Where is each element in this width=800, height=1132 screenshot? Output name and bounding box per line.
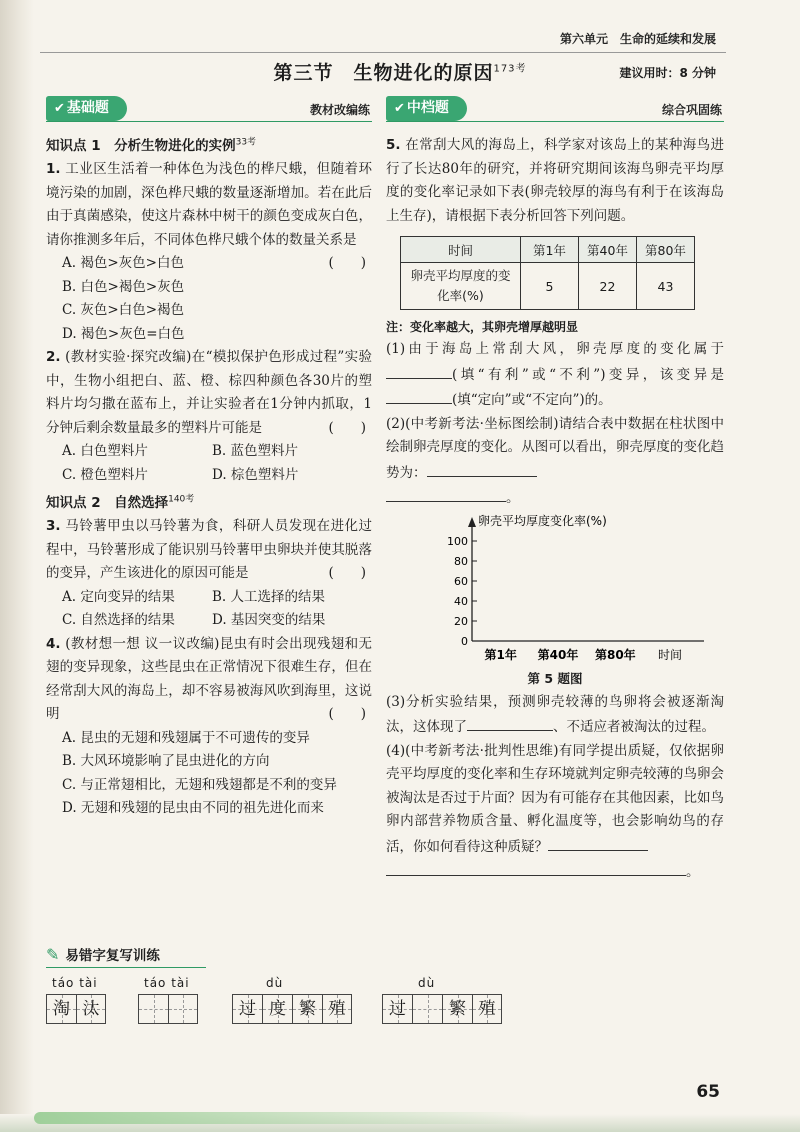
question-3-options-row-2 <box>46 609 372 633</box>
question-4-option-b: B. 大风环境影响了昆虫进化的方向 <box>62 753 270 769</box>
question-5-sub-4 <box>386 740 724 885</box>
sub-1-blank-1[interactable] <box>386 362 452 379</box>
question-5 <box>386 134 724 228</box>
table-header-year-80: 第80年 <box>637 237 695 263</box>
knowledge-point-1-count: 33考 <box>235 137 257 148</box>
char: 度 <box>269 999 286 1019</box>
question-2-options-row-2 <box>46 464 372 488</box>
question-2-option-c: C. 橙色塑料片 <box>62 466 148 483</box>
char-boxes <box>232 994 352 1024</box>
char: 淘 <box>53 999 70 1019</box>
question-5-sub-1 <box>386 338 724 413</box>
question-1-option-c: C. 灰色>白色>褐色 <box>62 302 185 318</box>
char-box-empty[interactable] <box>168 994 198 1024</box>
question-5-number: 5. <box>386 137 401 153</box>
basic-banner-subtitle: 教材改编练 <box>309 103 370 117</box>
question-3-text: 马铃薯甲虫以马铃薯为食，科研人员发现在进化过程中，马铃薯形成了能识别马铃薯甲虫卵块并使其脱落的变异，产生该进化的原因可能是 <box>46 518 373 581</box>
page-number: 65 <box>696 1082 720 1102</box>
sub-4-text: (4)(中考新考法·批判性思维)有同学提出质疑，仅依据卵壳平均厚度的变化率和生存环境就判定卵壳较薄的鸟卵会被淘汰是否过于片面？因为有可能存在其他因素，比如鸟卵内部营养物质含量、孵化温度等，也会影响幼鸟的存活，你如何看待这种质疑？ <box>386 742 724 855</box>
table-row-label: 卵壳平均厚度的变化率(%) <box>401 263 521 310</box>
table-header-year-1: 第1年 <box>521 237 579 263</box>
table-header-year-40: 第40年 <box>579 237 637 263</box>
section-title-text: 第三节 生物进化的原因 <box>273 62 494 84</box>
page-binding-shadow <box>0 0 34 1132</box>
medium-tag <box>386 96 467 121</box>
char-box-empty[interactable] <box>138 994 168 1024</box>
sub-4-blank-2[interactable] <box>386 859 686 876</box>
x-category-label: 第80年 <box>594 647 636 662</box>
char-box <box>46 994 76 1024</box>
char-box <box>76 994 106 1024</box>
x-category-label: 第1年 <box>484 647 517 662</box>
char: 殖 <box>478 999 496 1019</box>
char: 汰 <box>82 999 100 1019</box>
question-4-number: 4. <box>46 635 61 652</box>
question-3-option-d: D. 基因突变的结果 <box>212 612 326 628</box>
check-icon: ✔ <box>394 101 405 116</box>
question-3 <box>46 515 372 586</box>
sub-3-blank[interactable] <box>467 714 553 731</box>
y-tick-label: 0 <box>461 634 468 648</box>
y-axis-arrow <box>468 517 476 527</box>
sub-3-text-a: (3)分析实验结果，预测卵壳较薄的鸟卵将会被逐渐淘汰，这体现了 <box>386 693 724 735</box>
table-note: 注：变化率越大，其卵壳增厚越明显 <box>386 320 579 334</box>
knowledge-point-1 <box>46 134 372 154</box>
medium-banner-subtitle: 综合巩固练 <box>661 103 722 117</box>
char-boxes <box>46 994 106 1024</box>
char-boxes <box>138 994 198 1024</box>
thickness-chart[interactable] <box>386 511 724 673</box>
right-column <box>386 96 724 885</box>
check-icon: ✔ <box>54 101 65 116</box>
question-2-answer-paren[interactable]: ( ) <box>328 419 366 436</box>
question-1-option-a: A. 褐色>灰色>白色 <box>62 255 184 271</box>
table-header-time: 时间 <box>401 237 521 263</box>
char-box <box>232 994 262 1024</box>
sub-1-blank-2[interactable] <box>386 387 452 404</box>
question-2 <box>46 346 372 440</box>
x-category-label: 第40年 <box>537 647 579 662</box>
question-2-text: (教材实验·探究改编)在“模拟保护色形成过程”实验中，生物小组把白、蓝、橙、棕四种颜色各30片的塑料片均匀撒在蓝布上，并让实验者在1分钟内抓取，1分钟后剩余数量最多的塑料片可能是 <box>46 349 372 436</box>
table-cell-year-1: 5 <box>521 263 579 310</box>
sub-2-text: (2)(中考新考法·坐标图绘制)请结合表中数据在柱状图中绘制卵壳厚度的变化。从图可以看出，卵壳厚度的变化趋势为： <box>386 415 724 481</box>
chart-svg[interactable] <box>386 511 724 671</box>
question-5-sub-2 <box>386 413 724 511</box>
char: 过 <box>389 999 406 1019</box>
question-5-sub-3 <box>386 691 724 740</box>
y-tick-label: 80 <box>454 554 468 568</box>
char: 过 <box>239 999 256 1019</box>
sub-4-end: 。 <box>686 864 700 880</box>
char-box <box>262 994 292 1024</box>
writing-practice <box>46 944 606 1046</box>
y-tick-label: 40 <box>454 594 468 608</box>
sub-4-blank-1[interactable] <box>548 834 648 851</box>
char-box-empty[interactable] <box>412 994 442 1024</box>
time-hint: 建议用时：8 分钟 <box>619 66 716 80</box>
char: 繁 <box>299 999 316 1019</box>
char-boxes <box>382 994 502 1024</box>
sub-3-text-b: 、不适应者被淘汰的过程。 <box>553 719 715 735</box>
table-cell-year-40: 22 <box>579 263 637 310</box>
sub-2-blank-2[interactable] <box>386 485 506 502</box>
table-row <box>401 263 695 310</box>
page-decoration <box>34 1112 534 1124</box>
char-box <box>442 994 472 1024</box>
question-5-table <box>400 236 695 310</box>
pinyin: táo tài <box>144 976 190 990</box>
pinyin: dù <box>266 976 284 990</box>
basic-tag <box>46 96 127 121</box>
question-2-option-d: D. 棕色塑料片 <box>212 466 299 483</box>
table-cell-year-80: 43 <box>637 263 695 310</box>
question-3-option-a: A. 定向变异的结果 <box>62 588 175 605</box>
question-1-answer-paren[interactable]: ( ) <box>328 255 366 271</box>
question-1-option-b: B. 白色>褐色>灰色 <box>62 278 185 295</box>
knowledge-point-2-count: 140考 <box>168 494 195 505</box>
chart-x-label: 时间 <box>658 647 683 662</box>
writing-practice-header <box>46 944 206 968</box>
y-tick-label: 100 <box>447 534 468 548</box>
char-box <box>382 994 412 1024</box>
sub-2-end: 。 <box>506 490 520 506</box>
question-4-option-d: D. 无翅和残翅的昆虫由不同的祖先进化而来 <box>62 800 324 816</box>
medium-tag-label: 中档题 <box>406 100 449 116</box>
sub-2-blank-1[interactable] <box>427 460 537 477</box>
pinyin: táo tài <box>52 976 98 990</box>
char: 殖 <box>328 999 346 1019</box>
medium-banner <box>386 96 724 122</box>
y-tick-label: 20 <box>454 614 468 628</box>
knowledge-point-1-label: 知识点 1 分析生物进化的实例 <box>46 138 236 154</box>
table-header-row <box>401 237 695 263</box>
chart-title: 卵壳平均厚度变化率(%) <box>478 513 607 528</box>
question-1-option-d: D. 褐色>灰色=白色 <box>62 325 185 342</box>
question-4-answer-paren[interactable]: ( ) <box>328 706 366 722</box>
writing-practice-title: 易错字复写训练 <box>65 948 160 964</box>
question-4-text: (教材想一想 议一议改编)昆虫有时会出现残翅和无翅的变异现象，这些昆虫在正常情况下很难生存，但在经常刮大风的海岛上，却不容易被海风吹到海里，这说明 <box>46 635 373 722</box>
section-title-count: 173考 <box>493 63 527 75</box>
char-box <box>292 994 322 1024</box>
sub-1-text-b: (填“有利”或“不利”)变异，该变异是 <box>452 366 724 383</box>
unit-header: 第六单元 生命的延续和发展 <box>559 32 716 46</box>
x-categories <box>484 647 635 662</box>
sub-1-text-c: (填“定向”或“不定向”)的。 <box>452 392 612 408</box>
question-5-text: 在常刮大风的海岛上，科学家对该岛上的某种海鸟进行了长达80年的研究，并将研究期间该海鸟卵壳平均厚度的变化率记录如下表(卵壳较厚的海鸟有利于在该海岛上生存)，请根据下表分析回答下列问题。 <box>386 137 724 224</box>
question-1-text: 工业区生活着一种体色为浅色的桦尺蛾，但随着环境污染的加剧，深色桦尺蛾的数量逐渐增加。若在此后由于真菌感染，使这片森林中树干的颜色变成灰白色，请你推测多年后，不同体色桦尺蛾个体的数量关系是 <box>46 161 373 248</box>
question-3-answer-paren[interactable]: ( ) <box>328 565 366 581</box>
question-3-number: 3. <box>46 518 61 534</box>
question-1-number: 1. <box>46 161 61 177</box>
y-tick-label: 60 <box>454 574 468 588</box>
pinyin: dù <box>418 976 436 990</box>
char-box <box>322 994 352 1024</box>
question-4-option-a: A. 昆虫的无翅和残翅属于不可遗传的变异 <box>62 729 310 746</box>
char-box <box>472 994 502 1024</box>
char: 繁 <box>449 999 466 1019</box>
question-3-option-c: C. 自然选择的结果 <box>62 612 175 628</box>
basic-banner <box>46 96 372 122</box>
question-2-option-a: A. 白色塑料片 <box>62 443 148 459</box>
question-4-option-c: C. 与正常翅相比，无翅和残翅都是不利的变异 <box>62 776 337 793</box>
pencil-icon: ✎ <box>46 944 60 964</box>
question-3-option-b: B. 人工选择的结果 <box>212 588 326 605</box>
question-2-options-row-1 <box>46 440 372 464</box>
word-row <box>46 976 606 1046</box>
left-column <box>46 96 372 821</box>
header-divider <box>40 52 726 53</box>
question-4 <box>46 633 372 727</box>
basic-tag-label: 基础题 <box>66 100 109 116</box>
sub-1-text-a: (1)由于海岛上常刮大风，卵壳厚度的变化属于 <box>386 341 724 357</box>
question-2-option-b: B. 蓝色塑料片 <box>212 443 299 459</box>
knowledge-point-2 <box>46 491 372 511</box>
chart-caption: 第 5 题图 <box>527 670 583 686</box>
question-2-number: 2. <box>46 349 61 365</box>
knowledge-point-2-label: 知识点 2 自然选择 <box>46 495 169 511</box>
question-3-options-row-1 <box>46 586 372 610</box>
